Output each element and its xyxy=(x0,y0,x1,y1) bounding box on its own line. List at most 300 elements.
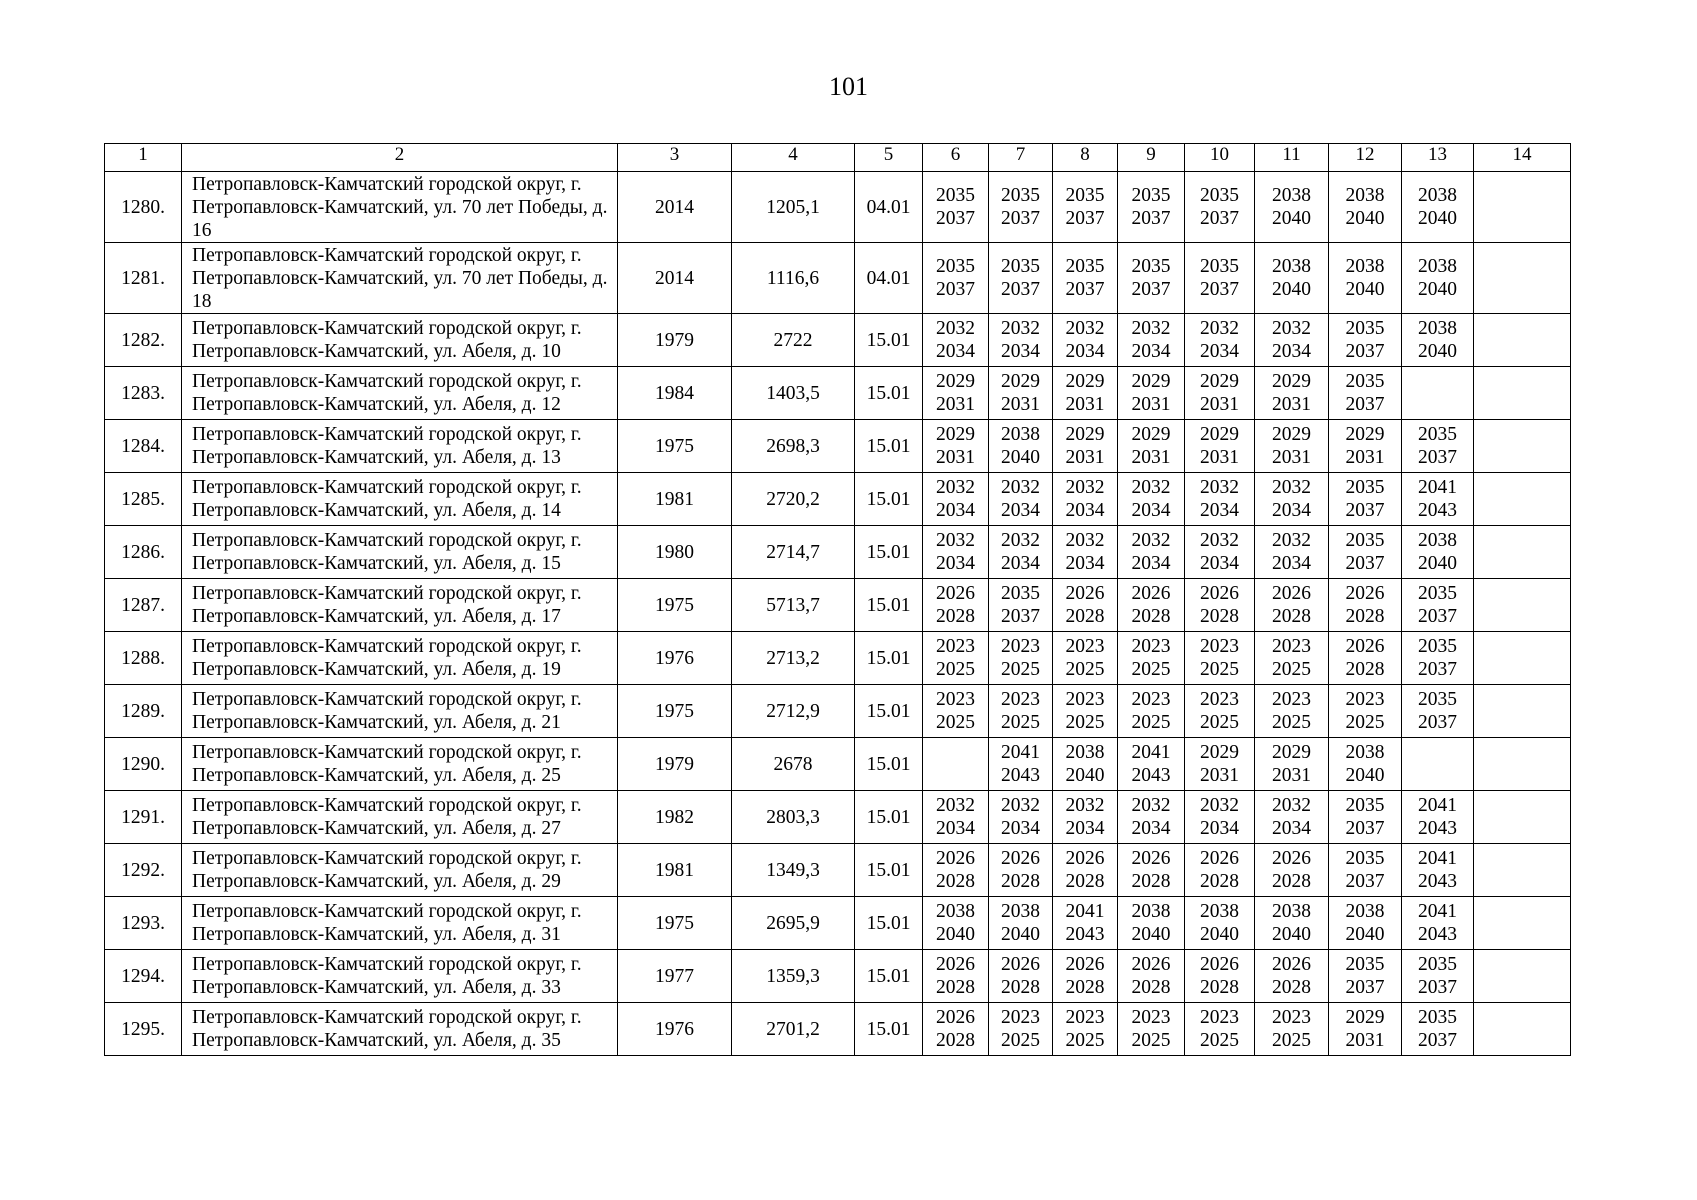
period-start-year: 2035 xyxy=(1345,848,1385,869)
period-end-year: 2040 xyxy=(1065,765,1105,786)
period-start-year: 2035 xyxy=(1418,1007,1457,1028)
period-end-year: 2034 xyxy=(936,818,975,839)
col14-cell xyxy=(1474,791,1571,844)
period-end-year: 2040 xyxy=(1418,553,1457,574)
period-end-year: 2028 xyxy=(1001,871,1040,892)
page-number: 101 xyxy=(829,72,868,101)
row-number-cell: 1289. xyxy=(105,685,182,738)
period-cell xyxy=(1053,367,1118,420)
period-end-year: 2025 xyxy=(1345,712,1385,733)
table-row xyxy=(105,738,1571,791)
year-built-cell: 1975 xyxy=(618,685,732,738)
col14-cell xyxy=(1474,844,1571,897)
table-row xyxy=(105,420,1571,473)
period-end-year: 2040 xyxy=(1418,341,1457,362)
row-number-cell: 1288. xyxy=(105,632,182,685)
period-end-year: 2040 xyxy=(1345,208,1385,229)
year-built-cell: 1982 xyxy=(618,791,732,844)
period-end-year: 2031 xyxy=(1272,447,1311,468)
year-built-cell: 1984 xyxy=(618,367,732,420)
period-cell xyxy=(1118,791,1185,844)
header-cell: 7 xyxy=(989,144,1053,172)
period-start-year: 2023 xyxy=(1272,689,1311,710)
period-end-year: 2043 xyxy=(1418,871,1457,892)
period-start-year: 2029 xyxy=(1065,424,1105,445)
period-start-year: 2041 xyxy=(1065,901,1105,922)
period-start-year: 2032 xyxy=(1131,530,1171,551)
period-start-year: 2032 xyxy=(1065,530,1105,551)
period-start-year: 2032 xyxy=(1272,477,1311,498)
period-start-year: 2035 xyxy=(1345,371,1385,392)
period-start-year: 2023 xyxy=(1001,636,1040,657)
period-cell xyxy=(1255,897,1329,950)
period-start-year: 2032 xyxy=(1001,477,1040,498)
row-number-cell: 1290. xyxy=(105,738,182,791)
address-cell: Петропавловск-Камчатский городской округ, г. Петропавловск-Камчатский, ул. Абеля, д. 21 xyxy=(182,685,618,738)
code-cell: 15.01 xyxy=(855,897,923,950)
header-cell: 1 xyxy=(105,144,182,172)
period-start-year: 2029 xyxy=(1200,371,1239,392)
address-cell: Петропавловск-Камчатский городской округ, г. Петропавловск-Камчатский, ул. Абеля, д. 27 xyxy=(182,791,618,844)
year-built-cell: 1975 xyxy=(618,897,732,950)
period-start-year: 2038 xyxy=(1065,742,1105,763)
row-number-cell: 1292. xyxy=(105,844,182,897)
period-cell xyxy=(1329,314,1402,367)
code-cell: 15.01 xyxy=(855,473,923,526)
period-start-year: 2023 xyxy=(1065,636,1105,657)
period-start-year: 2023 xyxy=(1200,636,1239,657)
period-end-year: 2040 xyxy=(1345,924,1385,945)
period-start-year: 2032 xyxy=(1001,318,1040,339)
period-end-year: 2031 xyxy=(1131,394,1171,415)
period-cell xyxy=(1329,897,1402,950)
address-cell: Петропавловск-Камчатский городской округ, г. Петропавловск-Камчатский, ул. Абеля, д. 33 xyxy=(182,950,618,1003)
period-cell xyxy=(1185,1003,1255,1056)
period-end-year: 2037 xyxy=(1345,553,1385,574)
period-end-year: 2025 xyxy=(1001,1030,1040,1051)
period-cell xyxy=(1329,738,1402,791)
period-start-year: 2038 xyxy=(1418,185,1457,206)
period-end-year: 2034 xyxy=(1272,500,1311,521)
period-end-year: 2037 xyxy=(1418,977,1457,998)
period-start-year: 2038 xyxy=(1345,742,1385,763)
period-cell xyxy=(1053,897,1118,950)
address-cell: Петропавловск-Камчатский городской округ, г. Петропавловск-Камчатский, ул. Абеля, д. 25 xyxy=(182,738,618,791)
period-end-year: 2034 xyxy=(1065,500,1105,521)
area-cell: 5713,7 xyxy=(732,579,855,632)
address-cell: Петропавловск-Камчатский городской округ, г. Петропавловск-Камчатский, ул. Абеля, д. 19 xyxy=(182,632,618,685)
period-cell xyxy=(1255,526,1329,579)
period-start-year: 2029 xyxy=(1272,742,1311,763)
table-row xyxy=(105,526,1571,579)
period-cell xyxy=(1329,685,1402,738)
period-cell xyxy=(1118,420,1185,473)
period-cell xyxy=(1402,950,1474,1003)
address-cell: Петропавловск-Камчатский городской округ, г. Петропавловск-Камчатский, ул. Абеля, д. 13 xyxy=(182,420,618,473)
table-row xyxy=(105,243,1571,314)
period-end-year: 2037 xyxy=(936,279,975,300)
period-cell xyxy=(1185,738,1255,791)
period-end-year: 2025 xyxy=(1131,712,1171,733)
period-start-year: 2035 xyxy=(1345,318,1385,339)
period-end-year: 2028 xyxy=(1272,606,1311,627)
period-cell xyxy=(1185,314,1255,367)
period-cell xyxy=(1255,791,1329,844)
area-cell: 1116,6 xyxy=(732,243,855,314)
period-cell xyxy=(989,420,1053,473)
period-end-year: 2028 xyxy=(936,977,975,998)
period-end-year: 2037 xyxy=(1418,1030,1457,1051)
period-cell xyxy=(1255,1003,1329,1056)
period-cell xyxy=(1402,172,1474,243)
period-start-year: 2026 xyxy=(1131,848,1171,869)
period-cell xyxy=(989,243,1053,314)
period-start-year: 2026 xyxy=(936,583,975,604)
period-cell xyxy=(1118,526,1185,579)
period-cell xyxy=(1255,172,1329,243)
period-cell xyxy=(989,1003,1053,1056)
period-start-year: 2032 xyxy=(1065,477,1105,498)
period-cell xyxy=(1185,632,1255,685)
period-cell xyxy=(1255,738,1329,791)
period-start-year: 2041 xyxy=(1001,742,1040,763)
period-start-year: 2035 xyxy=(1001,256,1040,277)
period-end-year: 2034 xyxy=(1065,553,1105,574)
period-start-year: 2023 xyxy=(1001,1007,1040,1028)
address-cell: Петропавловск-Камчатский городской округ, г. Петропавловск-Камчатский, ул. 70 лет Победы, д. 18 xyxy=(182,243,618,314)
period-end-year: 2031 xyxy=(1200,765,1239,786)
period-end-year: 2040 xyxy=(1272,208,1311,229)
period-start-year: 2035 xyxy=(1131,185,1171,206)
period-cell xyxy=(1053,738,1118,791)
period-end-year: 2028 xyxy=(1345,659,1385,680)
table-row xyxy=(105,314,1571,367)
period-start-year: 2029 xyxy=(1345,1007,1385,1028)
period-end-year: 2037 xyxy=(1131,208,1171,229)
table-row xyxy=(105,844,1571,897)
period-end-year: 2028 xyxy=(1272,871,1311,892)
period-end-year: 2034 xyxy=(1131,818,1171,839)
period-cell xyxy=(1185,473,1255,526)
area-cell: 2678 xyxy=(732,738,855,791)
period-start-year: 2026 xyxy=(1345,636,1385,657)
period-start-year: 2026 xyxy=(1065,954,1105,975)
period-start-year: 2023 xyxy=(1065,689,1105,710)
period-cell xyxy=(989,950,1053,1003)
period-end-year: 2034 xyxy=(1001,553,1040,574)
period-cell xyxy=(1185,791,1255,844)
period-end-year: 2034 xyxy=(936,341,975,362)
period-start-year: 2029 xyxy=(1065,371,1105,392)
table-row xyxy=(105,897,1571,950)
area-cell: 2722 xyxy=(732,314,855,367)
code-cell: 15.01 xyxy=(855,420,923,473)
period-start-year: 2029 xyxy=(1131,424,1171,445)
period-cell xyxy=(1255,685,1329,738)
period-cell xyxy=(923,950,989,1003)
table-row xyxy=(105,791,1571,844)
period-start-year: 2032 xyxy=(1131,795,1171,816)
period-cell xyxy=(923,897,989,950)
period-cell xyxy=(1329,526,1402,579)
area-cell: 2701,2 xyxy=(732,1003,855,1056)
table-row xyxy=(105,950,1571,1003)
col14-cell xyxy=(1474,685,1571,738)
period-start-year: 2026 xyxy=(1272,954,1311,975)
period-cell xyxy=(1329,844,1402,897)
period-cell xyxy=(923,791,989,844)
table-row xyxy=(105,172,1571,243)
period-start-year: 2029 xyxy=(936,371,975,392)
period-cell xyxy=(1053,420,1118,473)
period-end-year: 2037 xyxy=(1200,208,1239,229)
period-start-year: 2035 xyxy=(1345,530,1385,551)
period-end-year: 2028 xyxy=(1001,977,1040,998)
period-cell xyxy=(1185,579,1255,632)
period-start-year: 2032 xyxy=(936,530,975,551)
period-cell xyxy=(1402,897,1474,950)
period-cell xyxy=(923,632,989,685)
period-start-year: 2023 xyxy=(1200,1007,1239,1028)
period-end-year: 2028 xyxy=(1200,977,1239,998)
period-cell xyxy=(1185,243,1255,314)
row-number-cell: 1295. xyxy=(105,1003,182,1056)
period-start-year: 2023 xyxy=(1200,689,1239,710)
period-cell xyxy=(1255,367,1329,420)
period-start-year: 2026 xyxy=(1131,954,1171,975)
period-cell xyxy=(1118,844,1185,897)
period-start-year: 2026 xyxy=(1200,954,1239,975)
period-start-year: 2023 xyxy=(1065,1007,1105,1028)
period-end-year: 2025 xyxy=(1272,659,1311,680)
period-cell xyxy=(1329,632,1402,685)
period-end-year: 2025 xyxy=(1200,659,1239,680)
period-end-year: 2034 xyxy=(1200,341,1239,362)
code-cell: 15.01 xyxy=(855,579,923,632)
period-cell xyxy=(1255,632,1329,685)
period-cell xyxy=(1255,473,1329,526)
period-start-year: 2041 xyxy=(1131,742,1171,763)
period-start-year: 2041 xyxy=(1418,848,1457,869)
period-end-year: 2031 xyxy=(936,394,975,415)
col14-cell xyxy=(1474,172,1571,243)
period-cell xyxy=(1118,172,1185,243)
period-start-year: 2026 xyxy=(1065,583,1105,604)
period-cell xyxy=(1185,420,1255,473)
year-built-cell: 1979 xyxy=(618,738,732,791)
period-end-year: 2040 xyxy=(1418,208,1457,229)
header-cell: 12 xyxy=(1329,144,1402,172)
row-number-cell: 1283. xyxy=(105,367,182,420)
code-cell: 04.01 xyxy=(855,172,923,243)
col14-cell xyxy=(1474,420,1571,473)
period-start-year: 2038 xyxy=(1001,901,1040,922)
period-cell xyxy=(1329,1003,1402,1056)
period-cell xyxy=(989,738,1053,791)
period-start-year: 2023 xyxy=(1272,1007,1311,1028)
period-end-year: 2028 xyxy=(1065,606,1105,627)
period-end-year: 2034 xyxy=(1272,818,1311,839)
code-cell: 15.01 xyxy=(855,632,923,685)
period-cell xyxy=(1118,1003,1185,1056)
row-number-cell: 1293. xyxy=(105,897,182,950)
period-start-year: 2026 xyxy=(1131,583,1171,604)
period-start-year: 2032 xyxy=(1200,795,1239,816)
period-start-year: 2035 xyxy=(1345,954,1385,975)
period-cell xyxy=(1185,950,1255,1003)
period-end-year: 2043 xyxy=(1001,765,1040,786)
address-cell: Петропавловск-Камчатский городской округ, г. Петропавловск-Камчатский, ул. Абеля, д. 15 xyxy=(182,526,618,579)
code-cell: 15.01 xyxy=(855,1003,923,1056)
period-cell xyxy=(1402,844,1474,897)
period-cell xyxy=(1255,579,1329,632)
period-end-year: 2028 xyxy=(1131,871,1171,892)
header-cell: 13 xyxy=(1402,144,1474,172)
row-number-cell: 1285. xyxy=(105,473,182,526)
period-cell xyxy=(1329,950,1402,1003)
period-cell xyxy=(1329,172,1402,243)
period-end-year: 2040 xyxy=(1345,765,1385,786)
period-start-year: 2035 xyxy=(1418,954,1457,975)
period-start-year: 2041 xyxy=(1418,795,1457,816)
period-start-year: 2032 xyxy=(1200,318,1239,339)
period-end-year: 2031 xyxy=(1131,447,1171,468)
period-cell xyxy=(1118,473,1185,526)
col14-cell xyxy=(1474,526,1571,579)
period-cell xyxy=(923,579,989,632)
period-cell xyxy=(1255,314,1329,367)
period-cell xyxy=(1329,791,1402,844)
period-start-year: 2029 xyxy=(1200,742,1239,763)
col14-cell xyxy=(1474,1003,1571,1056)
period-start-year: 2032 xyxy=(936,795,975,816)
area-cell: 2714,7 xyxy=(732,526,855,579)
period-end-year: 2037 xyxy=(1001,606,1040,627)
period-start-year: 2032 xyxy=(1065,318,1105,339)
period-cell xyxy=(923,243,989,314)
period-end-year: 2034 xyxy=(1065,818,1105,839)
period-end-year: 2034 xyxy=(936,553,975,574)
period-cell xyxy=(1118,243,1185,314)
period-start-year: 2029 xyxy=(1200,424,1239,445)
period-cell xyxy=(1329,243,1402,314)
col14-cell xyxy=(1474,897,1571,950)
period-end-year: 2034 xyxy=(1131,500,1171,521)
period-cell xyxy=(1402,526,1474,579)
period-start-year: 2023 xyxy=(1131,636,1171,657)
period-end-year: 2043 xyxy=(1131,765,1171,786)
period-start-year: 2038 xyxy=(1345,185,1385,206)
period-cell xyxy=(1402,685,1474,738)
period-cell xyxy=(989,844,1053,897)
period-start-year: 2026 xyxy=(1272,583,1311,604)
period-end-year: 2034 xyxy=(1001,341,1040,362)
period-cell xyxy=(1329,420,1402,473)
col14-cell xyxy=(1474,738,1571,791)
period-start-year: 2023 xyxy=(936,636,975,657)
area-cell: 2803,3 xyxy=(732,791,855,844)
year-built-cell: 1976 xyxy=(618,1003,732,1056)
period-start-year: 2035 xyxy=(1418,636,1457,657)
period-cell xyxy=(1402,420,1474,473)
period-end-year: 2031 xyxy=(1345,447,1385,468)
area-cell: 2698,3 xyxy=(732,420,855,473)
code-cell: 15.01 xyxy=(855,950,923,1003)
period-end-year: 2037 xyxy=(1345,500,1385,521)
period-end-year: 2025 xyxy=(1065,712,1105,733)
period-end-year: 2028 xyxy=(1131,977,1171,998)
code-cell: 15.01 xyxy=(855,791,923,844)
period-start-year: 2038 xyxy=(1001,424,1040,445)
header-cell: 5 xyxy=(855,144,923,172)
year-built-cell: 1975 xyxy=(618,579,732,632)
period-cell xyxy=(989,473,1053,526)
period-cell xyxy=(1053,526,1118,579)
period-end-year: 2025 xyxy=(1272,1030,1311,1051)
period-end-year: 2025 xyxy=(936,659,975,680)
period-end-year: 2037 xyxy=(1065,279,1105,300)
period-cell xyxy=(1402,367,1474,420)
area-cell: 2712,9 xyxy=(732,685,855,738)
period-end-year: 2037 xyxy=(936,208,975,229)
header-cell: 2 xyxy=(182,144,618,172)
period-end-year: 2037 xyxy=(1001,279,1040,300)
period-cell xyxy=(1255,243,1329,314)
period-end-year: 2025 xyxy=(1200,712,1239,733)
period-start-year: 2032 xyxy=(1131,318,1171,339)
period-end-year: 2043 xyxy=(1418,818,1457,839)
period-start-year: 2029 xyxy=(936,424,975,445)
period-start-year: 2023 xyxy=(1131,689,1171,710)
period-cell xyxy=(1185,172,1255,243)
period-cell xyxy=(1118,738,1185,791)
period-end-year: 2040 xyxy=(936,924,975,945)
table-row xyxy=(105,685,1571,738)
period-cell xyxy=(1402,632,1474,685)
period-end-year: 2037 xyxy=(1345,394,1385,415)
year-built-cell: 1981 xyxy=(618,473,732,526)
period-cell xyxy=(989,314,1053,367)
period-cell xyxy=(923,367,989,420)
header-cell: 10 xyxy=(1185,144,1255,172)
period-end-year: 2028 xyxy=(936,1030,975,1051)
period-end-year: 2031 xyxy=(1065,447,1105,468)
period-cell xyxy=(923,685,989,738)
area-cell: 1349,3 xyxy=(732,844,855,897)
period-start-year: 2026 xyxy=(1345,583,1385,604)
period-end-year: 2034 xyxy=(1001,500,1040,521)
row-number-cell: 1280. xyxy=(105,172,182,243)
period-start-year: 2032 xyxy=(936,477,975,498)
period-cell xyxy=(1402,738,1474,791)
col14-cell xyxy=(1474,632,1571,685)
period-start-year: 2023 xyxy=(1345,689,1385,710)
period-cell xyxy=(989,579,1053,632)
period-end-year: 2028 xyxy=(936,606,975,627)
table-row xyxy=(105,579,1571,632)
period-end-year: 2040 xyxy=(1131,924,1171,945)
year-built-cell: 2014 xyxy=(618,172,732,243)
period-cell xyxy=(1329,367,1402,420)
period-end-year: 2034 xyxy=(1272,553,1311,574)
period-cell xyxy=(1118,579,1185,632)
header-cell: 9 xyxy=(1118,144,1185,172)
period-end-year: 2028 xyxy=(1200,871,1239,892)
period-end-year: 2025 xyxy=(1131,659,1171,680)
period-end-year: 2043 xyxy=(1065,924,1105,945)
period-start-year: 2035 xyxy=(1200,185,1239,206)
period-end-year: 2034 xyxy=(1131,553,1171,574)
